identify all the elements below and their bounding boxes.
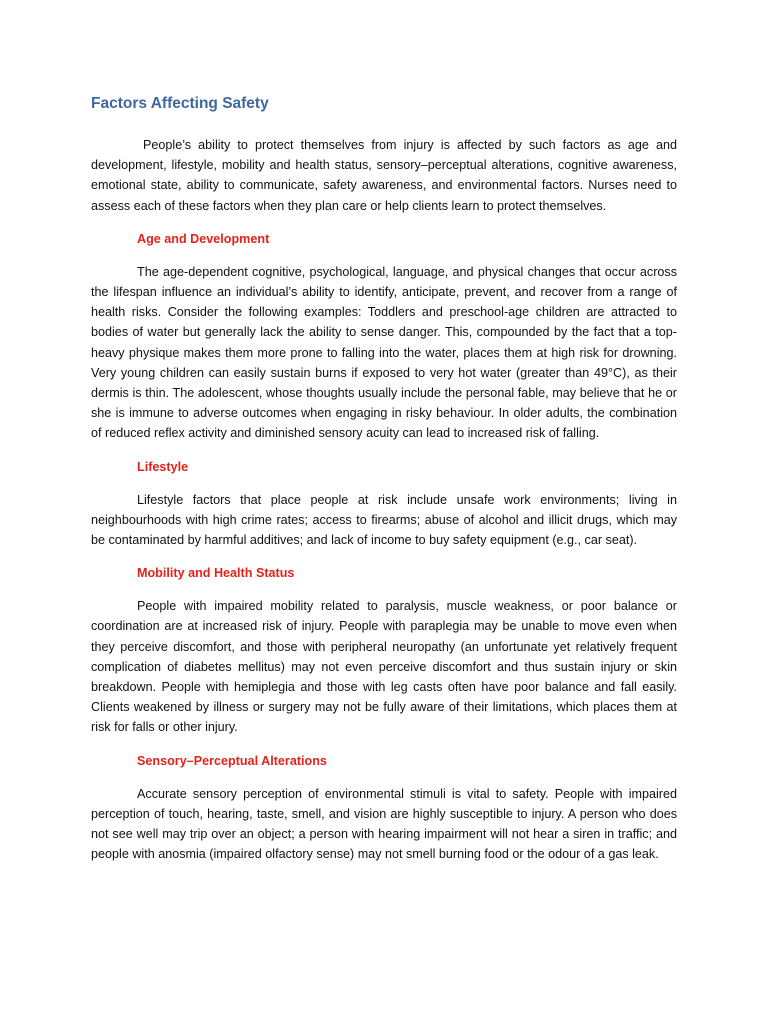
intro-paragraph: People’s ability to protect themselves from injury is affected by such factors as age and development, lifestyle, mobility and health status, sensory–perceptual alterations, cognitive awareness, emotional state, ability to communicate, safety awareness, and environmental factors. Nurses need to assess each of these factors when they plan care or help clients learn to protect themselves. — [91, 138, 677, 213]
page-title: Factors Affecting Safety — [91, 95, 269, 112]
section-body-age-development: The age-dependent cognitive, psychological, language, and physical changes that occur across the lifespan influence an individual’s ability to identify, anticipate, prevent, and recover from a range of health risks. Consider the following examples: Toddlers and preschool-age children are attracted to bodies of water but generally lack the ability to sense danger. This, compounded by the fact that a top-heavy physique makes them more prone to falling into the water, places them at high risk for drowning. Very young children can easily sustain burns if exposed to very hot water (greater than 49°C), as their dermis is thin. The adolescent, whose thoughts usually include the personal fable, may believe that he or she is immune to adverse outcomes when engaging in risky behaviour. In older adults, the combination of reduced reflex activity and diminished sensory acuity can lead to increased risk of falling. — [91, 264, 677, 441]
section-body-mobility-health: People with impaired mobility related to paralysis, muscle weakness, or poor balance or coordination are at increased risk of injury. People with paraplegia may be unable to move even when they perceive discomfort, and those with peripheral neuropathy (an unfortunate yet relatively frequent complication of diabetes mellitus) may not even perceive discomfort and thus sustain injury or skin breakdown. People with hemiplegia and those with leg casts often have poor balance and fall easily. Clients weakened by illness or surgery may not be fully aware of their limitations, which places them at risk for falls or other injury. — [91, 599, 677, 735]
section-body-lifestyle: Lifestyle factors that place people at risk include unsafe work environments; living in neighbourhoods with high crime rates; access to firearms; abuse of alcohol and illicit drugs, which may be contaminated by harmful additives; and lack of income to buy safety equipment (e.g., car seat). — [91, 492, 677, 548]
section-body-sensory-perceptual: Accurate sensory perception of environmental stimuli is vital to safety. People with impaired perception of touch, hearing, taste, smell, and vision are highly susceptible to injury. A person who does not see well may trip over an object; a person with hearing impairment will not hear a siren in traffic; and people with anosmia (impaired olfactory sense) may not smell burning food or the odour of a gas leak. — [91, 786, 677, 862]
section-heading-mobility-health: Mobility and Health Status — [137, 566, 295, 581]
section-heading-sensory-perceptual: Sensory–Perceptual Alterations — [137, 753, 327, 768]
section-heading-age-development: Age and Development — [137, 231, 270, 246]
section-heading-lifestyle: Lifestyle — [137, 459, 189, 474]
